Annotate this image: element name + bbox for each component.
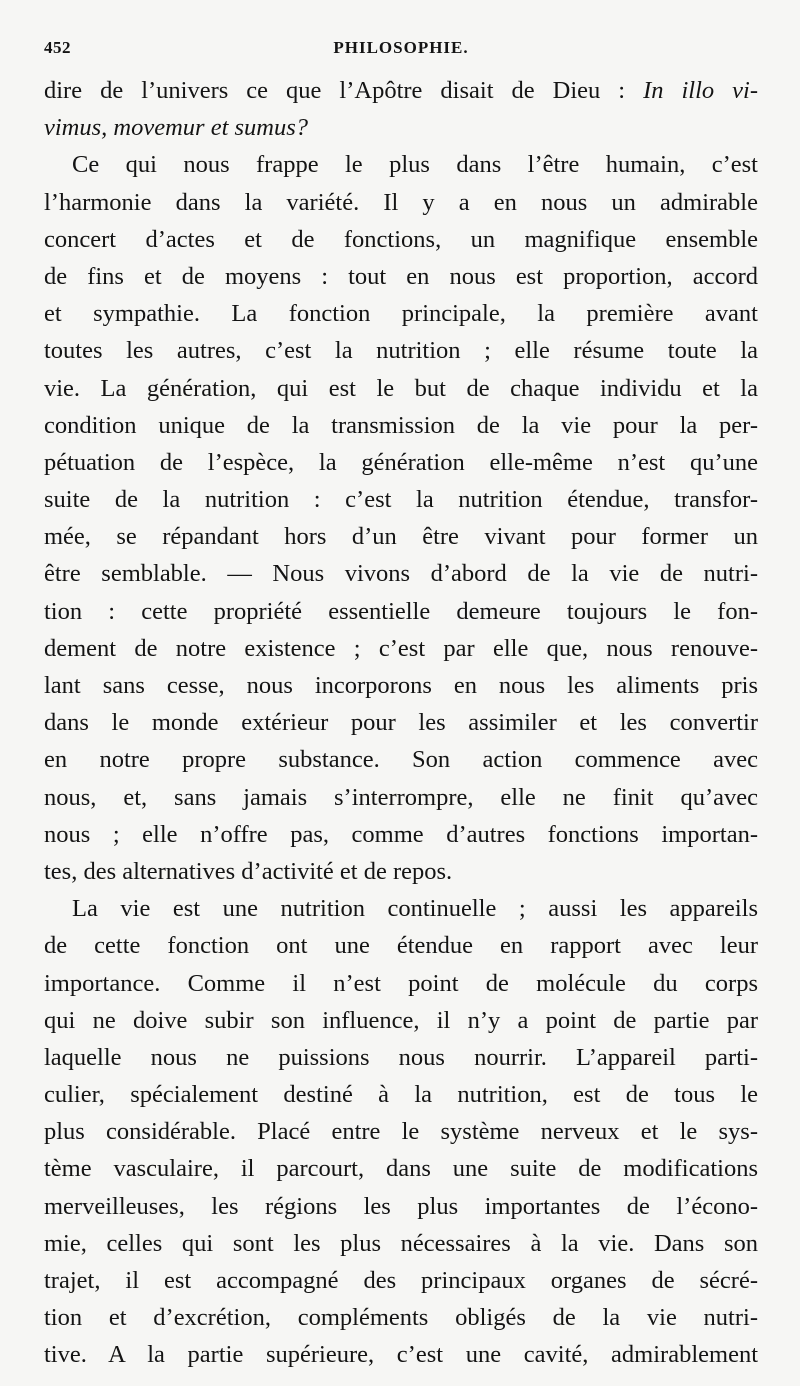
text-line: merveilleuses, les régions les plus importantes de l’écono- bbox=[44, 1192, 758, 1220]
text-line: laquelle nous ne puissions nous nourrir. L’appareil parti- bbox=[44, 1043, 758, 1071]
text-line: lant sans cesse, nous incorporons en nous les aliments pris bbox=[44, 672, 758, 699]
text-line: concert d’actes et de fonctions, un magnifique ensemble bbox=[44, 225, 758, 253]
text-line: de cette fonction ont une étendue en rapport avec leur bbox=[44, 932, 758, 960]
text-line: toutes les autres, c’est la nutrition ; elle résume toute la bbox=[44, 337, 758, 365]
text-line: nous, et, sans jamais s’interrompre, elle ne finit qu’avec bbox=[44, 783, 758, 811]
text-line: plus considérable. Placé entre le système nerveux et le sys- bbox=[44, 1118, 758, 1146]
text-line: l’harmonie dans la variété. Il y a en nous un admirable bbox=[44, 188, 758, 216]
text-line: en notre propre substance. Son action commence avec bbox=[44, 746, 758, 774]
text-line bbox=[44, 72, 758, 109]
text-line: importance. Comme il n’est point de molécule du corps bbox=[44, 969, 758, 997]
text-line: suite de la nutrition : c’est la nutrition étendue, transfor- bbox=[44, 486, 758, 514]
text-line: et sympathie. La fonction principale, la première avant bbox=[44, 300, 758, 328]
text-line: tion : cette propriété essentielle demeure toujours le fon- bbox=[44, 597, 758, 625]
text-line bbox=[44, 109, 758, 146]
text-line: pétuation de l’espèce, la génération elle-même n’est qu’une bbox=[44, 448, 758, 476]
text-line: culier, spécialement destiné à la nutrition, est de tous le bbox=[44, 1081, 758, 1109]
text-italic: vimus, movemur et sumus? bbox=[44, 114, 309, 142]
text-line: nous ; elle n’offre pas, comme d’autres fonctions importan- bbox=[44, 820, 758, 848]
page-number: 452 bbox=[44, 38, 71, 57]
text-line: trajet, il est accompagné des principaux organes de sécré- bbox=[44, 1267, 758, 1294]
text-line: dement de notre existence ; c’est par elle que, nous renouve- bbox=[44, 634, 758, 662]
text-line: Ce qui nous frappe le plus dans l’être humain, c’est bbox=[72, 151, 758, 179]
text-line: vie. La génération, qui est le but de chaque individu et la bbox=[44, 374, 758, 402]
text-line: condition unique de la transmission de la vie pour la per- bbox=[44, 411, 758, 439]
running-title: PHILOSOPHIE. bbox=[333, 38, 469, 57]
text-line: mée, se répandant hors d’un être vivant pour former un bbox=[44, 523, 758, 551]
text-line: tème vasculaire, il parcourt, dans une suite de modifications bbox=[44, 1155, 758, 1183]
text-line: qui ne doive subir son influence, il n’y a point de partie par bbox=[44, 1006, 758, 1034]
text-line: tive. A la partie supérieure, c’est une cavité, admirablement bbox=[44, 1341, 758, 1369]
text-line: tion et d’excrétion, compléments obligés de la vie nutri- bbox=[44, 1304, 758, 1332]
text-line: tes, des alternatives d’activité et de repos. bbox=[44, 857, 453, 885]
text-line: La vie est une nutrition continuelle ; aussi les appareils bbox=[72, 895, 758, 923]
text-line: mie, celles qui sont les plus nécessaires à la vie. Dans son bbox=[44, 1229, 758, 1257]
page-header bbox=[44, 34, 758, 70]
text-line: être semblable. — Nous vivons d’abord de la vie de nutri- bbox=[44, 560, 758, 588]
body-text bbox=[44, 72, 758, 1374]
text-italic: In illo vi- bbox=[643, 77, 758, 104]
text-line: dans le monde extérieur pour les assimiler et les convertir bbox=[44, 709, 758, 737]
text-roman: dire de l’univers ce que l’Apôtre disait de Dieu : bbox=[44, 77, 644, 104]
text-line: de fins et de moyens : tout en nous est proportion, accord bbox=[44, 262, 758, 290]
